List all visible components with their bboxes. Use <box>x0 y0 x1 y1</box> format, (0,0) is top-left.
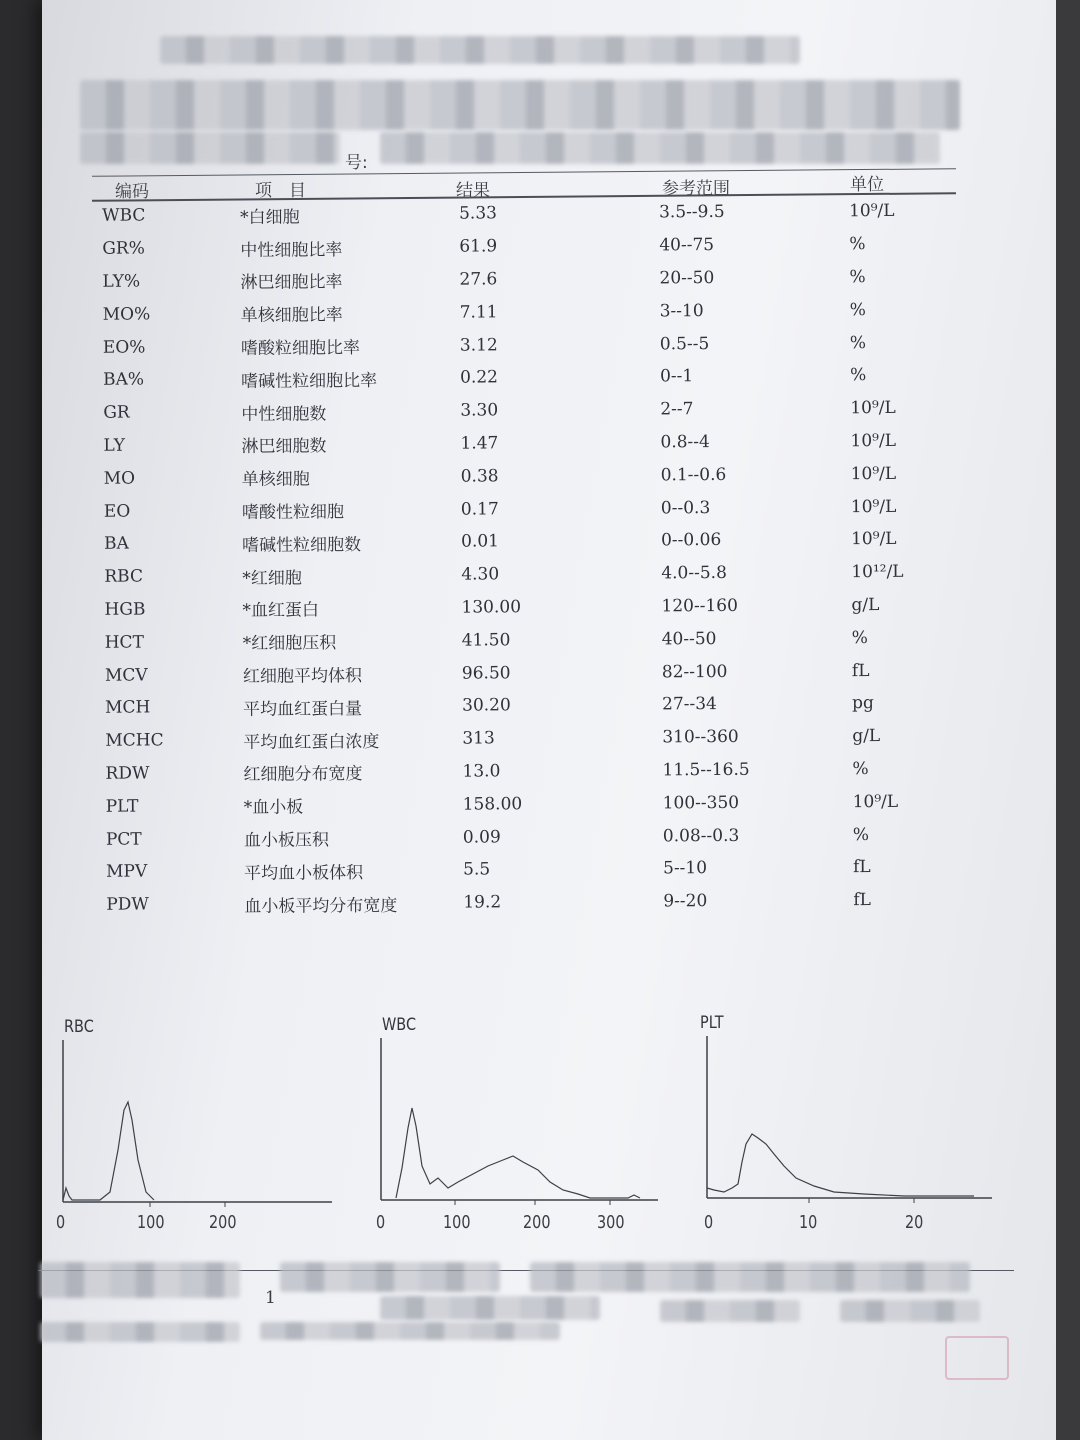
row-result: 4.30 <box>461 564 500 585</box>
rbc-tick: 200 <box>209 1212 237 1233</box>
row-result: 0.22 <box>460 367 499 388</box>
result-row <box>62 228 902 266</box>
row-item-name: 平均血红蛋白浓度 <box>243 731 380 753</box>
redacted-footer <box>40 1262 240 1298</box>
row-unit: % <box>851 627 868 648</box>
row-item-name: 平均血小板体积 <box>244 863 364 884</box>
row-item-name: 平均血红蛋白量 <box>243 699 363 720</box>
row-unit: 10¹²/L <box>851 562 904 583</box>
redacted-patient-info <box>80 132 340 164</box>
row-code: GR% <box>102 238 145 259</box>
row-reference-range: 3.5--9.5 <box>659 202 725 223</box>
row-item-name: 红细胞平均体积 <box>242 666 362 687</box>
result-row <box>66 818 906 856</box>
row-reference-range: 0.5--5 <box>659 333 710 354</box>
row-code: EO% <box>102 337 146 358</box>
result-row <box>66 851 906 889</box>
row-unit: % <box>849 332 867 353</box>
row-result: 0.17 <box>460 498 499 520</box>
row-unit: 10⁹/L <box>850 398 896 419</box>
row-code: LY <box>103 435 125 456</box>
row-code: BA <box>104 533 129 555</box>
row-code: HGB <box>104 599 146 620</box>
page-number: 1 <box>265 1288 276 1308</box>
row-result: 13.0 <box>462 761 501 782</box>
row-reference-range: 0.08--0.3 <box>662 825 740 846</box>
row-reference-range: 27--34 <box>662 694 717 715</box>
row-unit: 10⁹/L <box>849 201 895 222</box>
row-result: 30.20 <box>462 695 511 716</box>
row-item-name: 嗜酸粒细胞比率 <box>240 338 360 359</box>
wbc-histogram <box>378 1038 660 1206</box>
rbc-tick: 0 <box>56 1212 66 1233</box>
row-reference-range: 20--50 <box>659 268 715 289</box>
row-result: 130.00 <box>461 597 522 618</box>
row-code: PDW <box>106 894 149 915</box>
redacted-title <box>160 36 800 64</box>
row-code: EO <box>103 501 131 522</box>
plt-histogram <box>704 1036 994 1204</box>
redacted-patient-info <box>380 132 940 164</box>
row-unit: fL <box>853 890 871 911</box>
row-result: 0.09 <box>462 826 501 848</box>
row-unit: 10⁹/L <box>850 496 897 517</box>
result-row <box>64 588 904 626</box>
row-result: 5.33 <box>459 203 498 224</box>
row-reference-range: 0--1 <box>660 366 694 387</box>
col-header-item: 项 目 <box>255 181 306 201</box>
row-result: 27.6 <box>459 269 498 290</box>
row-item-name: 淋巴细胞数 <box>241 436 327 458</box>
row-result: 7.11 <box>459 302 498 323</box>
row-result: 3.30 <box>460 400 499 421</box>
row-code: LY% <box>102 271 141 292</box>
row-reference-range: 82--100 <box>661 661 728 682</box>
redacted-footer <box>280 1262 500 1292</box>
row-result: 0.38 <box>460 466 499 487</box>
row-item-name: *白细胞 <box>240 207 300 228</box>
row-result: 41.50 <box>461 630 511 651</box>
wbc-tick: 100 <box>443 1212 471 1233</box>
row-code: MCHC <box>105 730 164 751</box>
row-item-name: 单核细胞 <box>241 469 310 491</box>
redacted-footer <box>530 1262 970 1292</box>
row-result: 313 <box>462 728 495 749</box>
rbc-histogram <box>60 1040 335 1210</box>
row-reference-range: 0.8--4 <box>660 432 710 453</box>
row-code: RDW <box>105 763 150 784</box>
redacted-footer <box>660 1300 800 1322</box>
plt-tick: 10 <box>799 1212 818 1233</box>
row-reference-range: 5--10 <box>663 858 708 879</box>
row-reference-range: 2--7 <box>660 399 694 420</box>
row-unit: % <box>850 365 867 386</box>
row-reference-range: 0--0.3 <box>660 497 711 518</box>
row-unit: 10⁹/L <box>850 463 897 484</box>
row-result: 1.47 <box>460 433 499 454</box>
row-result: 5.5 <box>463 859 491 880</box>
result-row <box>63 424 903 462</box>
number-label: 号: <box>345 153 368 173</box>
row-item-name: *血红蛋白 <box>242 600 320 622</box>
row-unit: 10⁹/L <box>852 791 899 812</box>
result-row <box>63 326 903 364</box>
result-row <box>64 490 904 528</box>
result-row <box>62 260 902 298</box>
row-reference-range: 0.1--0.6 <box>660 464 727 486</box>
row-result: 158.00 <box>462 793 523 815</box>
wbc-tick: 200 <box>523 1212 551 1233</box>
row-unit: fL <box>853 857 871 878</box>
col-header-result: 结果 <box>456 181 490 201</box>
wbc-tick: 300 <box>597 1212 625 1233</box>
row-reference-range: 120--160 <box>661 595 738 617</box>
row-result: 19.2 <box>463 892 502 913</box>
row-unit: % <box>849 234 866 255</box>
result-row <box>66 785 906 823</box>
row-result: 61.9 <box>459 236 498 257</box>
row-code: BA% <box>103 369 145 391</box>
wbc-tick: 0 <box>376 1212 386 1233</box>
plt-tick: 0 <box>704 1212 714 1233</box>
row-code: GR <box>103 402 130 423</box>
redacted-patient-info <box>80 80 960 130</box>
row-code: MO% <box>102 304 151 325</box>
row-unit: 10⁹/L <box>850 430 897 452</box>
row-reference-range: 0--0.06 <box>661 530 722 551</box>
row-unit: % <box>852 759 869 780</box>
result-row <box>64 556 904 594</box>
redacted-footer <box>260 1322 560 1340</box>
redacted-footer <box>40 1322 240 1342</box>
row-item-name: 中性细胞比率 <box>240 239 343 261</box>
row-code: PLT <box>105 796 139 817</box>
row-item-name: 红细胞分布宽度 <box>243 764 363 786</box>
redacted-footer <box>840 1300 980 1322</box>
row-item-name: *红细胞 <box>242 568 302 589</box>
row-unit: % <box>849 299 866 320</box>
result-row <box>64 523 904 561</box>
row-item-name: 中性细胞数 <box>241 404 327 425</box>
row-reference-range: 100--350 <box>662 792 740 814</box>
result-row <box>63 359 903 397</box>
result-row <box>62 195 902 233</box>
result-row <box>65 720 905 758</box>
row-code: MPV <box>106 861 148 883</box>
row-code: RBC <box>104 566 143 587</box>
row-code: HCT <box>104 632 144 653</box>
row-item-name: 血小板压积 <box>243 830 329 851</box>
row-code: MCH <box>105 697 151 719</box>
results-table <box>62 195 906 922</box>
row-code: MCV <box>104 665 148 686</box>
row-unit: 10⁹/L <box>851 529 897 550</box>
plt-histogram-plot <box>704 1036 994 1204</box>
row-code: PCT <box>105 829 142 850</box>
row-item-name: 嗜酸性粒细胞 <box>241 502 344 523</box>
result-row <box>65 687 905 725</box>
row-unit: % <box>849 267 866 288</box>
redacted-footer <box>380 1296 600 1320</box>
background-edge <box>1056 0 1080 1440</box>
row-unit: % <box>852 824 870 845</box>
col-header-unit: 单位 <box>850 175 884 195</box>
wbc-histogram-plot <box>378 1038 660 1206</box>
col-header-reference: 参考范围 <box>662 179 730 199</box>
row-reference-range: 40--50 <box>661 628 717 650</box>
row-item-name: *红细胞压积 <box>242 633 337 655</box>
result-row <box>65 654 905 692</box>
row-item-name: 单核细胞比率 <box>240 305 343 327</box>
row-unit: g/L <box>851 594 880 616</box>
row-reference-range: 310--360 <box>662 727 739 748</box>
result-row <box>65 752 905 790</box>
row-result: 0.01 <box>461 531 500 552</box>
row-item-name: *血小板 <box>243 797 304 819</box>
rbc-tick: 100 <box>137 1212 165 1233</box>
row-reference-range: 11.5--16.5 <box>662 759 750 781</box>
wbc-histogram-title: WBC <box>382 1015 417 1035</box>
row-item-name: 嗜碱性粒细胞比率 <box>241 370 378 392</box>
row-unit: pg <box>852 693 874 714</box>
row-reference-range: 4.0--5.8 <box>661 563 727 584</box>
row-result: 96.50 <box>461 662 511 684</box>
row-unit: fL <box>851 660 870 681</box>
row-reference-range: 9--20 <box>663 891 708 912</box>
result-row <box>66 884 906 922</box>
rbc-histogram-title: RBC <box>64 1017 94 1037</box>
plt-tick: 20 <box>905 1212 924 1233</box>
rbc-histogram-plot <box>60 1040 335 1210</box>
row-reference-range: 3--10 <box>659 300 704 322</box>
col-header-code: 编码 <box>115 182 149 202</box>
row-reference-range: 40--75 <box>659 235 715 256</box>
row-result: 3.12 <box>459 334 498 356</box>
result-row <box>63 392 903 430</box>
row-item-name: 淋巴细胞比率 <box>240 272 343 294</box>
stamp-mark <box>945 1336 1009 1380</box>
row-item-name: 血小板平均分布宽度 <box>244 895 398 917</box>
result-row <box>65 621 905 659</box>
result-row <box>63 293 903 331</box>
row-code: MO <box>103 468 136 489</box>
plt-histogram-title: PLT <box>700 1013 724 1033</box>
result-row <box>64 457 904 495</box>
row-unit: g/L <box>852 726 881 747</box>
row-item-name: 嗜碱性粒细胞数 <box>242 535 362 556</box>
row-code: WBC <box>102 205 146 227</box>
